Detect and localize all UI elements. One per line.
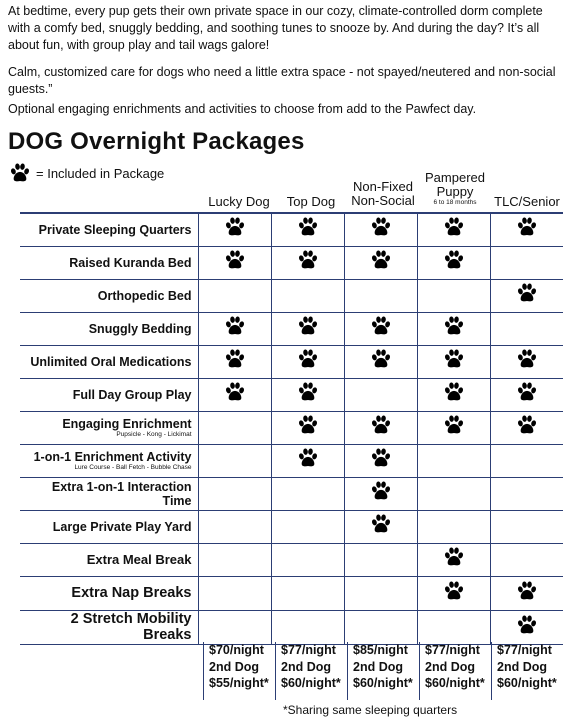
paw-print-icon [516,347,538,371]
price-divider [491,642,492,700]
feature-name: Engaging Enrichment [62,416,192,431]
paw-print-icon [224,347,246,371]
paw-print-icon [370,215,392,239]
package-cell [271,279,344,312]
price-per-night: $85/night [353,643,408,657]
feature-label [20,213,198,246]
package-cell [490,213,563,246]
feature-label [20,510,198,543]
intro-paragraph-3: Optional engaging enrichments and activities to choose from add to the Pawfect day. [8,102,477,116]
feature-name: Unlimited Oral Medications [30,354,192,369]
package-cell [271,378,344,411]
package-cell [417,312,490,345]
package-header [203,195,275,209]
package-cell [198,279,271,312]
paw-print-icon [297,380,319,404]
paw-print-icon [370,413,392,437]
package-cell [417,610,490,644]
feature-name: Snuggly Bedding [88,321,192,336]
feature-name: Raised Kuranda Bed [69,255,192,270]
feature-label [20,477,198,510]
package-cell [198,444,271,477]
feature-row [20,411,563,444]
package-cell [490,576,563,610]
package-cell [490,411,563,444]
package-cell [198,576,271,610]
paw-print-icon [224,314,246,338]
package-cell [344,444,417,477]
paw-print-icon [443,215,465,239]
paw-print-icon [370,347,392,371]
price-divider [347,642,348,700]
feature-label [20,279,198,312]
package-cell [490,543,563,576]
feature-row [20,510,563,543]
package-cell [198,213,271,246]
package-cell [344,279,417,312]
package-cell [417,444,490,477]
paw-print-icon [516,579,538,603]
package-cell [490,279,563,312]
paw-print-icon [443,545,465,569]
paw-print-icon [443,380,465,404]
package-cell [417,378,490,411]
price-divider [419,642,420,700]
feature-label [20,345,198,378]
package-cell [198,411,271,444]
feature-detail: Pupsicle - Kong - Lickimat [116,430,192,438]
second-dog-price: $60/night* [425,676,485,690]
paw-print-icon [443,579,465,603]
paw-print-icon [516,281,538,305]
package-cell [490,312,563,345]
package-cell [490,345,563,378]
second-dog-price: $55/night* [209,676,269,690]
package-name-line2: Non-Social [351,193,415,208]
feature-name: Private Sleeping Quarters [38,222,192,237]
second-dog-label: 2nd Dog [497,659,547,674]
package-cell [490,510,563,543]
package-cell [198,246,271,279]
package-name: Top Dog [286,194,336,209]
package-cell [198,477,271,510]
package-cell [344,510,417,543]
package-cell [417,279,490,312]
package-cell [417,543,490,576]
package-price [497,642,557,692]
paw-print-icon [516,413,538,437]
paw-print-icon [297,446,319,470]
price-divider [275,642,276,700]
second-dog-label: 2nd Dog [353,659,403,674]
package-cell [271,312,344,345]
package-cell [344,576,417,610]
feature-row [20,477,563,510]
feature-table [20,212,563,645]
package-subtitle: 6 to 18 months [433,199,477,206]
legend-label: = Included in Package [36,165,165,181]
package-cell [490,246,563,279]
second-dog-price: $60/night* [281,676,341,690]
paw-print-icon [370,479,392,503]
second-dog-label: 2nd Dog [281,659,331,674]
package-cell [198,543,271,576]
second-dog-price: $60/night* [353,676,413,690]
price-per-night: $77/night [425,643,480,657]
paw-print-icon [443,347,465,371]
paw-print-icon [370,446,392,470]
feature-label [20,610,198,644]
feature-name: 2 Stretch Mobility Breaks [70,611,192,643]
second-dog-label: 2nd Dog [425,659,475,674]
package-price [281,642,341,692]
feature-detail: Lure Course - Ball Fetch - Bubble Chase [74,463,192,471]
package-cell [417,477,490,510]
feature-label [20,543,198,576]
package-header [419,171,491,207]
package-cell [417,411,490,444]
feature-label [20,378,198,411]
package-name: TLC/Senior [494,194,560,209]
package-cell [417,576,490,610]
package-price [425,642,485,692]
intro-paragraph-2: Calm, customized care for dogs who need a little extra space - not spayed/neutered and non-social guests.” [8,65,556,96]
price-per-night: $77/night [497,643,552,657]
feature-row [20,444,563,477]
feature-row [20,246,563,279]
package-cell [344,246,417,279]
intro-paragraph-1: At bedtime, every pup gets their own private space in our cozy, climate-controlled dorm complete with a comfy bed, snuggly bedding, and soothing tunes to snooze by. And during the day? It’s all about fun, with group play and tail wags galore! [8,4,543,52]
paw-print-icon [443,248,465,272]
package-cell [417,345,490,378]
paw-print-icon [516,215,538,239]
package-cell [344,411,417,444]
feature-row [20,312,563,345]
paw-print-icon [224,248,246,272]
package-cell [271,610,344,644]
package-cell [271,411,344,444]
feature-label [20,312,198,345]
paw-print-icon [297,248,319,272]
feature-row [20,543,563,576]
package-cell [271,345,344,378]
package-header [491,195,563,209]
paw-print-icon [370,248,392,272]
paw-print-icon [443,413,465,437]
package-cell [271,543,344,576]
paw-print-icon [516,613,538,637]
package-cell [198,312,271,345]
second-dog-price: $60/night* [497,676,557,690]
feature-label [20,411,198,444]
feature-label [20,246,198,279]
package-header [275,195,347,209]
feature-row [20,610,563,644]
package-cell [344,312,417,345]
feature-name: Full Day Group Play [72,387,192,402]
package-cell [271,510,344,543]
feature-row [20,378,563,411]
package-cell [490,378,563,411]
price-per-night: $77/night [281,643,336,657]
paw-print-icon [9,162,31,184]
legend [9,162,164,184]
package-name: Lucky Dog [208,194,270,209]
package-name-line2: Puppy [436,184,474,199]
feature-name: Extra Nap Breaks [71,585,192,601]
feature-row [20,213,563,246]
package-cell [344,213,417,246]
package-cell [271,576,344,610]
page-title: DOG Overnight Packages [8,128,305,155]
paw-print-icon [297,215,319,239]
paw-print-icon [297,347,319,371]
package-cell [344,477,417,510]
package-cell [271,213,344,246]
package-cell [344,610,417,644]
feature-name: Extra 1-on-1 Interaction Time [51,479,192,508]
package-cell [344,345,417,378]
package-cell [417,246,490,279]
second-dog-label: 2nd Dog [209,659,259,674]
package-cell [344,378,417,411]
paw-print-icon [516,380,538,404]
package-cell [271,246,344,279]
package-cell [490,444,563,477]
paw-print-icon [443,314,465,338]
package-cell [198,610,271,644]
price-per-night: $70/night [209,643,264,657]
package-cell [271,477,344,510]
paw-print-icon [370,314,392,338]
package-cell [198,378,271,411]
price-divider [203,642,204,700]
paw-print-icon [224,380,246,404]
feature-name: Extra Meal Break [86,552,192,567]
paw-print-icon [370,512,392,536]
feature-row [20,345,563,378]
package-cell [490,610,563,644]
feature-label [20,576,198,610]
package-cell [198,345,271,378]
feature-name: 1-on-1 Enrichment Activity [33,449,192,464]
feature-row [20,576,563,610]
package-cell [198,510,271,543]
feature-row [20,279,563,312]
feature-label [20,444,198,477]
package-price [209,642,269,692]
package-header [347,180,419,208]
package-cell [490,477,563,510]
package-cell [271,444,344,477]
feature-name: Orthopedic Bed [97,288,192,303]
package-name: Pampered [425,170,485,185]
feature-name: Large Private Play Yard [52,519,192,534]
package-cell [417,510,490,543]
package-price [353,642,413,692]
footnote: *Sharing same sleeping quarters [283,703,458,717]
paw-print-icon [297,314,319,338]
paw-print-icon [297,413,319,437]
package-cell [344,543,417,576]
paw-print-icon [224,215,246,239]
package-name: Non-Fixed [353,179,413,194]
package-cell [417,213,490,246]
